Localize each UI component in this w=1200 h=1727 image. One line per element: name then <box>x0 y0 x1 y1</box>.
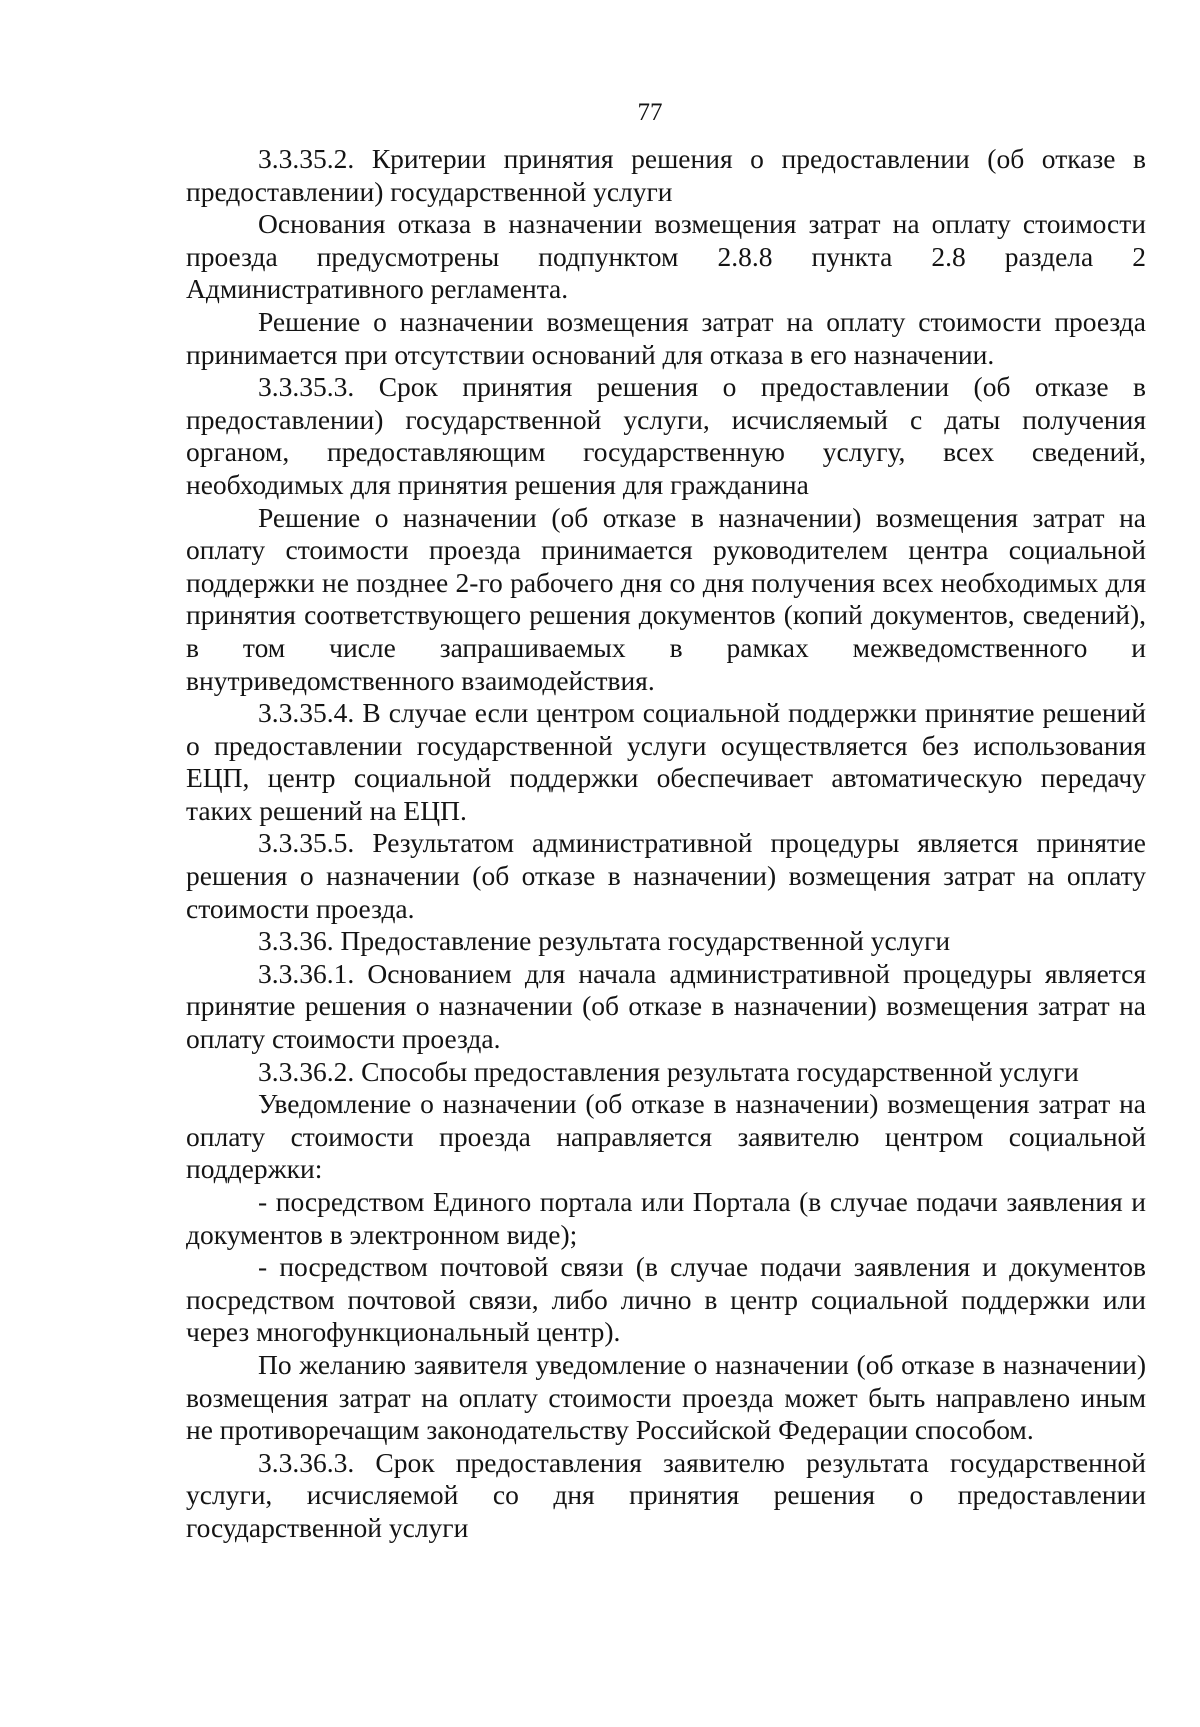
paragraph-notification: Уведомление о назначении (об отказе в назначении) возмещения затрат на оплату стоимости проезда направляется заявителю центром социальной поддержки: <box>186 1088 1146 1185</box>
paragraph-3-3-36-3: 3.3.36.3. Срок предоставления заявителю результата государственной услуги, исчисляемой со дня принятия решения о предоставлении государственной услуги <box>186 1446 1146 1543</box>
paragraph-decision-adoption: Решение о назначении возмещения затрат на оплату стоимости проезда принимается при отсутствии оснований для отказа в его назначении. <box>186 305 1146 370</box>
paragraph-3-3-35-3: 3.3.35.3. Срок принятия решения о предоставлении (об отказе в предоставлении) государственной услуги, исчисляемый с даты получения органом, предоставляющим государственную услугу, всех сведений, необходимых для принятия решения для гражданина <box>186 371 1146 500</box>
paragraph-3-3-36-1: 3.3.36.1. Основанием для начала административной процедуры является принятие решения о назначении (об отказе в назначении) возмещения затрат на оплату стоимости проезда. <box>186 957 1146 1055</box>
page-number: 77 <box>637 99 663 126</box>
paragraph-3-3-36: 3.3.36. Предоставление результата государственной услуги <box>258 925 951 957</box>
paragraph-3-3-35-2: 3.3.35.2. Критерии принятия решения о предоставлении (об отказе в предоставлении) государственной услуги <box>186 143 1146 207</box>
list-item-portal: - посредством Единого портала или Портала (в случае подачи заявления и документов в электронном виде); <box>186 1186 1146 1250</box>
paragraph-3-3-35-5: 3.3.35.5. Результатом административной процедуры является принятие решения о назначении (об отказе в назначении) возмещения затрат на оплату стоимости проезда. <box>186 827 1146 924</box>
document-body <box>186 143 1146 1545</box>
paragraph-refusal-grounds: Основания отказа в назначении возмещения затрат на оплату стоимости проезда предусмотрены подпунктом 2.8.8 пункта 2.8 раздела 2 Административного регламента. <box>186 208 1146 305</box>
paragraph-3-3-36-2: 3.3.36.2. Способы предоставления результата государственной услуги <box>258 1055 1079 1087</box>
paragraph-applicant-request: По желанию заявителя уведомление о назначении (об отказе в назначении) возмещения затрат на оплату стоимости проезда может быть направлено иным не противоречащим законодательству Российской Федерации способом. <box>186 1348 1146 1446</box>
list-item-postal: - посредством почтовой связи (в случае подачи заявления и документов посредством почтовой связи, либо лично в центр социальной поддержки или через многофункциональный центр). <box>186 1251 1146 1348</box>
paragraph-3-3-35-4: 3.3.35.4. В случае если центром социальной поддержки принятие решений о предоставлении государственной услуги осуществляется без использования ЕЦП, центр социальной поддержки обеспечивает автоматическую передачу таких решений на ЕЦП. <box>186 697 1146 826</box>
paragraph-decision-term: Решение о назначении (об отказе в назначении) возмещения затрат на оплату стоимости проезда принимается руководителем центра социальной поддержки не позднее 2-го рабочего дня со дня получения всех необходимых для принятия соответствующего решения документов (копий документов, сведений), в том числе запрашиваемых в рамках межведомственного и внутриведомственного взаимодействия. <box>186 501 1146 696</box>
